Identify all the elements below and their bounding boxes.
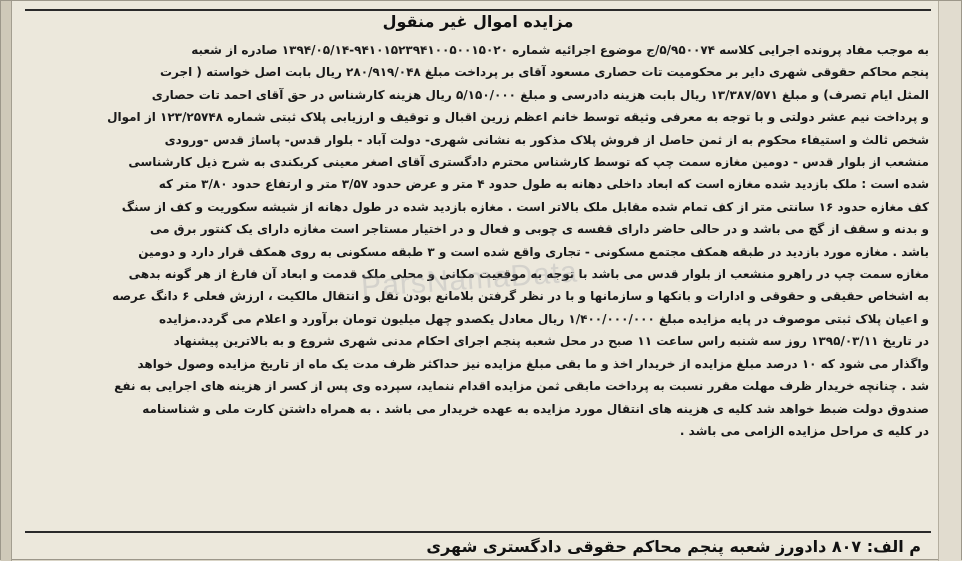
body-line: شد . چنانچه خریدار ظرف مهلت مقرر نسبت به پرداخت مابقی ثمن مزایده اقدام ننماید، سپرده وی پس از کسر از هزینه های اجرایی به نفع xyxy=(114,379,929,394)
body-line: و اعیان پلاک ثبتی موصوف در پایه مزایده مبلغ ۱/۴۰۰/۰۰۰/۰۰۰ ریال معادل یکصدو چهل میلیون تومان برآورد و اعلام می گردد.مزایده xyxy=(159,311,929,326)
notice-footer: م الف: ۸۰۷ دادورز شعبه پنجم محاکم حقوقی دادگستری شهری xyxy=(426,537,921,556)
body-line: و پرداخت نیم عشر دولتی و با توجه به معرفی وثیقه توسط خانم اعظم زرین اقبال و توقیف و ارزیابی پلاک ثبتی شماره ۱۲۳/۲۵۷۴۸ از اموال xyxy=(107,110,929,125)
body-line: و بدنه و سقف از گچ می باشد و در حالی حاضر دارای قفسه ی چوبی و فعال و در اختیار مستاجر است مغازه دارای یک کنتور برق می xyxy=(150,222,929,237)
body-line: باشد . مغازه مورد بازدید در طبقه همکف مجتمع مسکونی - تجاری واقع شده است و ۳ طبقه مسکونی به روی همکف قرار دارد و دومین xyxy=(138,244,929,259)
right-page-edge xyxy=(938,1,961,561)
bottom-rule xyxy=(25,531,931,533)
body-line: در تاریخ ۱۳۹۵/۰۳/۱۱ روز سه شنبه راس ساعت ۱۱ صبح در محل شعبه پنجم اجرای احکام مدنی شهری شروع و به بالاترین پیشنهاد xyxy=(173,334,929,349)
body-line: در کلیه ی مراحل مزایده الزامی می باشد . xyxy=(679,423,929,438)
body-line: صندوق دولت ضبط خواهد شد کلیه ی هزینه های انتقال مورد مزایده به عهده خریدار می باشد . به همراه داشتن کارت ملی و شناسنامه xyxy=(142,401,929,416)
body-line: منشعب از بلوار قدس - دومین مغازه سمت چپ که توسط کارشناس محترم دادگستری آقای اصغر معینی کربکندی به شرح ذیل کارشناسی xyxy=(128,155,929,170)
body-line: پنجم محاکم حقوقی شهری دایر بر محکومیت تات حصاری مسعود آقای بر پرداخت مبلغ ۲۸۰/۹۱۹/۰۴۸ ریال بابت اصل خواسته ( اجرت xyxy=(159,65,929,80)
body-line: واگذار می شود که ۱۰ درصد مبلغ مزایده از خریدار اخذ و ما بقی مبلغ مزایده نیز حداکثر ظرف مدت یک ماه از تاریخ مزایده وصول خواهد xyxy=(137,356,929,371)
body-line: مغازه سمت چپ در راهرو منشعب از بلوار قدس می باشد با توجه به موقعیت مکانی و محلی ملک قدمت و ابعاد آن فارغ از هر گونه بدهی xyxy=(128,267,929,282)
body-line: المثل ایام تصرف) و مبلغ ۱۳/۳۸۷/۵۷۱ ریال بابت هزینه دادرسی و مبلغ ۵/۱۵۰/۰۰۰ ریال هزینه کارشناس در حق آقای احمد تات حصاری xyxy=(151,87,929,102)
body-line: به موجب مفاد پرونده اجرایی کلاسه ۵/۹۵۰۰۷۴/ج موضوع اجرائیه شماره ۹۴۱۰۱۵۲۳۹۴۱۰۰۵۰۰۱۵۰۲۰-۱۳۹۴/۰۵/۱۴ صادره از شعبه xyxy=(191,43,929,57)
body-line: به اشخاص حقیقی و حقوقی و ادارات و بانکها و سازمانها و با در نظر گرفتن بلامانع بودن نقل و انتقال مالکیت ، ارزش فعلی ۶ دانگ عرصه xyxy=(112,289,929,304)
watermark: ParsNamaData xyxy=(360,255,579,304)
notice-body xyxy=(29,39,929,442)
left-page-edge xyxy=(1,1,12,561)
notice-title: مزایده اموال غیر منقول xyxy=(382,12,574,31)
body-line: شخص ثالث و استیفاء محکوم به از ثمن حاصل از فروش پلاک مذکور به نشانی شهری- دولت آباد - بلوار قدس- پاساژ قدس -ورودی xyxy=(164,132,929,147)
body-line: شده است : ملک بازدید شده مغازه است که ابعاد داخلی دهانه به طول حدود ۴ متر و عرض حدود ۳/۵۷ متر و ارتفاع حدود ۳/۸۰ متر که xyxy=(158,177,929,192)
body-line: کف مغازه حدود ۱۶ سانتی متر از کف تمام شده مقابل ملک بالاتر است . مغازه بازدید شده در طول دهانه از شیشه سکوریت و کف از سنگ xyxy=(121,199,929,214)
